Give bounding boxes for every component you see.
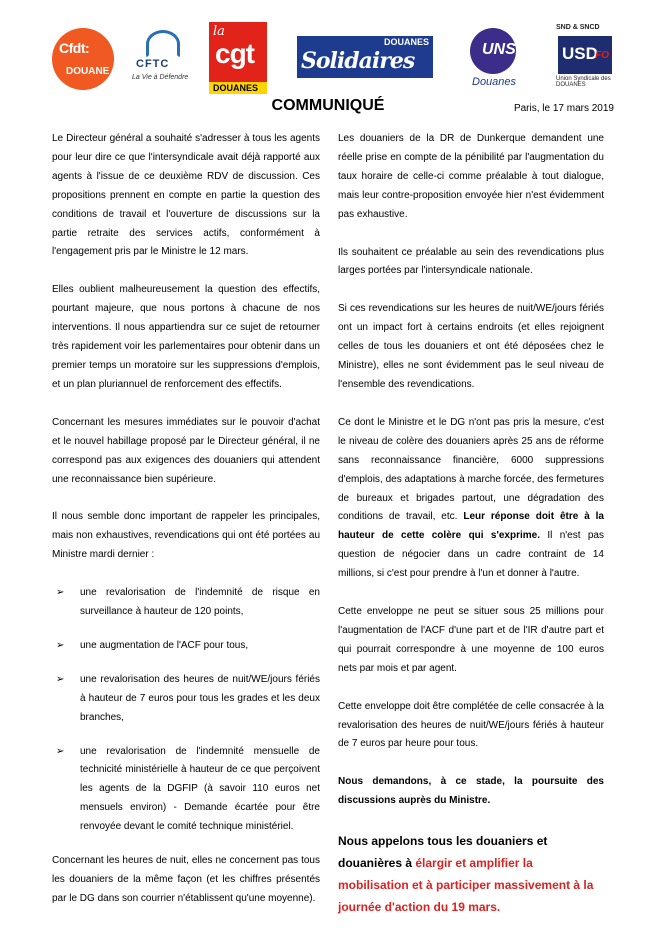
right-column (338, 130, 604, 937)
list-item: ➢ une revalorisation de l'indemnité mensuelle de technicité ministérielle à hauteur de ce que perçoivent les agents de la DGFIP (à savoir 110 euros net mensuels environ) - Demande écartée pour être renvoyée devant le comité technique ministériel. (52, 743, 320, 838)
list-item: ➢ une augmentation de l'ACF pour tous, (52, 637, 320, 656)
paragraph (338, 414, 604, 584)
call-to-action-lead: Nous appelons tous les douaniers et douanières à (338, 834, 548, 871)
demand-paragraph: Nous demandons, à ce stade, la poursuite des discussions auprès du Ministre. (338, 776, 604, 807)
cgt-logo (209, 22, 267, 94)
solidaires-logo-sub: DOUANES (383, 37, 429, 47)
cgt-logo-sub: DOUANES (213, 83, 259, 93)
cftc-logo-name: CFTC (136, 58, 170, 70)
unsa-logo-name: UNSA (482, 41, 528, 58)
solidaires-logo-name: Solidaires (301, 48, 415, 74)
cftc-logo (130, 30, 192, 90)
left-column (52, 130, 320, 928)
paragraph: Le Directeur général a souhaité s'adresser à tous les agents pour leur dire ce que l'intersyndicale avait déjà rapporté aux agents à l'issue de ce deuxième RDV de discussion. Ces propositions prennent en compte en partie la question des conditions de travail et l'ouverture de discussions sur la partie retraite des services actifs, conformément à l'engagement pris par le Ministre le 12 mars. (52, 133, 320, 258)
usd-logo-bottom: Union Syndicale des DOUANES (556, 76, 611, 88)
paragraph-text: Il n'est pas question de négocier dans un cadre contraint de 14 millions, si c'est pour prendre à l'un et donner à l'autre. (338, 530, 604, 580)
dateline: Paris, le 17 mars 2019 (513, 103, 614, 114)
unsa-logo (462, 28, 528, 90)
cfdt-logo-sub: DOUANE (66, 66, 110, 77)
paragraph: Concernant les heures de nuit, elles ne concernent pas tous les douaniers de la même façon (et les chiffres présentés par le DG dans son courrier n'établissent qu'une moyenne). (52, 855, 320, 904)
cftc-mark-icon (146, 30, 180, 58)
emphasis-text: Leur réponse doit être à la hauteur de cette colère qui s'exprime. (338, 511, 604, 542)
call-to-action-highlight: élargir et amplifier la mobilisation et à participer massivement à la journée d'action du 19 mars. (338, 856, 594, 915)
unsa-logo-sub: Douanes (472, 76, 517, 88)
paragraph: Cette enveloppe doit être complétée de celle consacrée à la revalorisation des heures de nuit/WE/jours fériés à hauteur de 7 euros par heure pour tous. (338, 700, 604, 750)
cgt-logo-name: cgt (215, 38, 254, 69)
paragraph: Il nous semble donc important de rappeler les principales, mais non exhaustives, revendications qui ont été portées au Ministre mardi dernier : (52, 511, 320, 561)
page-title: COMMUNIQUÉ (271, 97, 385, 114)
paragraph: Concernant les mesures immédiates sur le pouvoir d'achat et le nouvel habillage proposé par le Directeur général, il ne correspond pas aux exigences des douaniers qui attendent une reconnaissance bien supérieure. (52, 416, 320, 485)
paragraph: Ils souhaitent ce préalable au sein des revendications plus larges portées par l'intersyndicale nationale. (338, 246, 604, 277)
cfdt-logo-name: Cfdt: (59, 40, 90, 56)
paragraph: Elles oublient malheureusement la question des effectifs, pourtant majeure, que nous portons à chacune de nos interventions. Il nous appartiendra sur ce sujet de retourner très rapidement voir les parlementaires pour obtenir dans un premier temps un moratoire sur les suppressions d'emplois, et un plan pluriannuel de renforcement des effectifs. (52, 284, 320, 390)
call-to-action (338, 830, 604, 918)
demands-list (52, 584, 320, 837)
usd-logo-fo: FO (595, 50, 609, 61)
logo-bar (0, 22, 656, 92)
usd-fo-logo (556, 24, 614, 92)
unsa-circle-icon (470, 28, 528, 74)
usd-logo-top: SND & SNCD (556, 24, 600, 31)
paragraph: Si ces revendications sur les heures de nuit/WE/jours fériés ont un impact fort à certains endroits (et elles rejoignent celles de tous les douaniers et ont été déposées chez le Ministre), elles ne sont évidemment pas le seul niveau de l'ensemble des revendications. (338, 303, 604, 390)
list-item: ➢ une revalorisation des heures de nuit/WE/jours fériés à hauteur de 7 euros pour tous les grades et les deux branches, (52, 671, 320, 728)
solidaires-logo (297, 36, 433, 78)
cftc-logo-tagline: La Vie à Défendre (132, 74, 189, 81)
paragraph: Les douaniers de la DR de Dunkerque demandent une réelle prise en compte de la pénibilité par l'augmentation du taux horaire de celle-ci comme préalable à tout dialogue, mais leur contre-proposition envoyée hier n'est évidemment pas exhaustive. (338, 133, 604, 220)
paragraph-text: Ce dont le Ministre et le DG n'ont pas pris la mesure, c'est le niveau de colère des douaniers après 25 ans de réforme sans reconnaissance financière, 6000 suppressions d'emplois, des adaptations à marche forcée, des fermetures de bureaux et brigades partout, une dégradation des conditions de travail, etc. (338, 416, 604, 523)
cgt-logo-top: la (213, 24, 225, 39)
usd-logo-name: USD (562, 44, 598, 63)
usd-logo-box (558, 36, 612, 74)
cfdt-logo (52, 28, 114, 90)
list-item: ➢ une revalorisation de l'indemnité de risque en surveillance à hauteur de 120 points, (52, 584, 320, 622)
paragraph: Cette enveloppe ne peut se situer sous 25 millions pour l'augmentation de l'ACF d'une part et de l'IR d'autre part et qui pourrait correspondre à une moyenne de 100 euros nets par mois et par agent. (338, 606, 604, 674)
